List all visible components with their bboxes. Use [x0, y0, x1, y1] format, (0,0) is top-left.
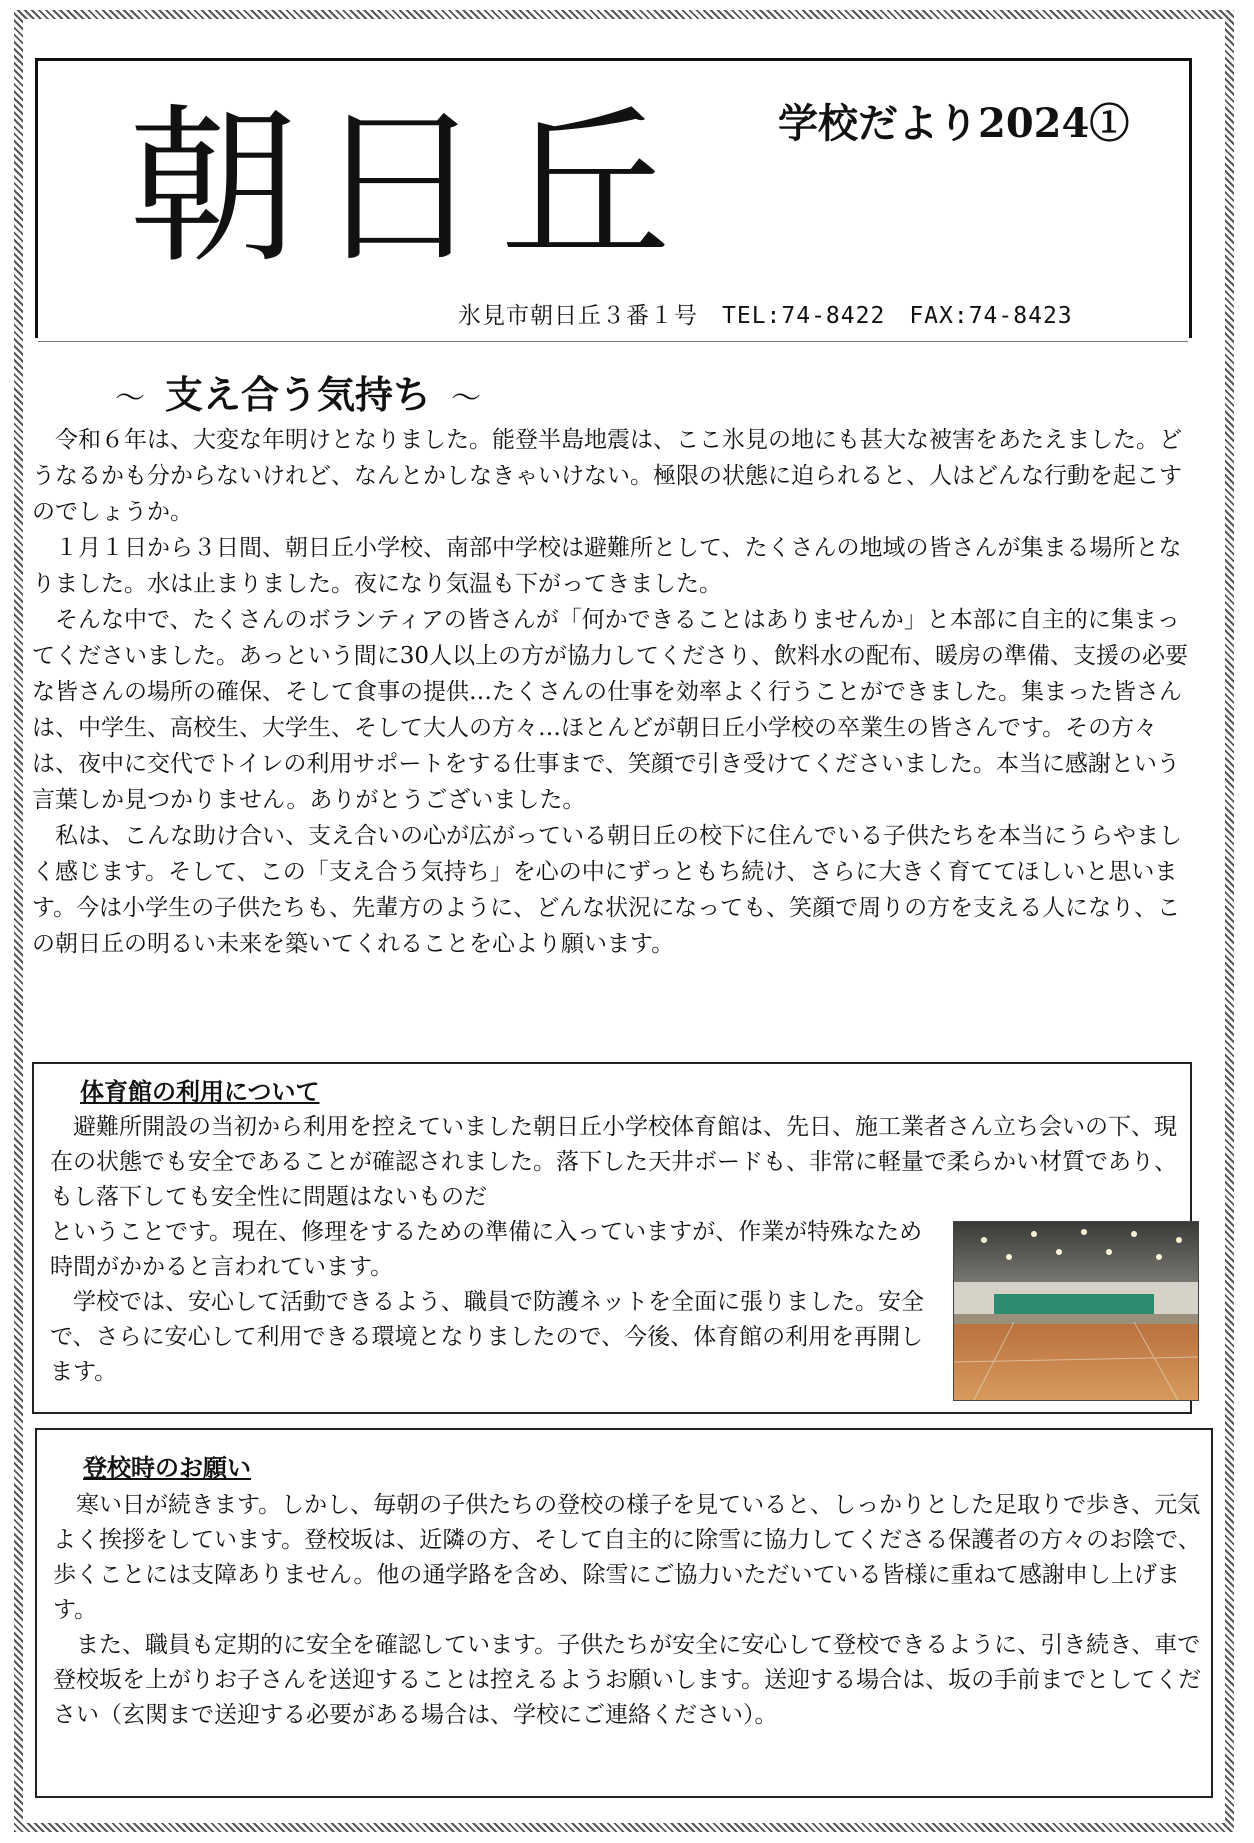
commute-paragraph: 寒い日が続きます。しかし、毎朝の子供たちの登校の様子を見ていると、しっかりとした足取りで歩き、元気よく挨拶をしています。登校坂は、近隣の方、そして自主的に除雪に協力してくださる保護者の方々のお陰で、歩くことには支障ありません。他の通学路を含め、除雪にご協力いただいている皆様に重ねて感謝申し上げます。 [53, 1492, 1201, 1623]
gym-paragraph: 避難所開設の当初から利用を控えていました朝日丘小学校体育館は、先日、施工業者さん立ち会いの下、現在の状態でも安全であることが確認されました。落下した天井ボードも、非常に軽量で柔らかい材質であり、もし落下しても安全性に問題はないものだ [50, 1114, 1177, 1210]
main-paragraph: 令和６年は、大変な年明けとなりました。能登半島地震は、ここ氷見の地にも甚大な被害をあたえました。どうなるかも分からないけれど、なんとかしなきゃいけない。極限の状態に迫られると、人はどんな行動を起こすのでしょうか。 [32, 427, 1182, 525]
main-paragraph: 私は、こんな助け合い、支え合いの心が広がっている朝日丘の校下に住んでいる子供たちを本当にうらやましく感じます。そして、この「支え合う気持ち」を心の中にずっともち続け、さらに大きく育ててほしいと思います。今は小学生の子供たちも、先輩方のように、どんな状況になっても、笑顔で周りの方を支える人になり、この朝日丘の明るい未来を築いてくれることを心より願います。 [32, 823, 1182, 957]
main-paragraph: そんな中で、たくさんのボランティアの皆さんが「何かできることはありませんか」と本部に自主的に集まってくださいました。あっという間に30人以上の方が協力してくださり、飲料水の配布、暖房の準備、支援の必要な皆さんの場所の確保、そして食事の提供…たくさんの仕事を効率よく行うことができました。集まった皆さんは、中学生、高校生、大学生、そして大人の方々…ほとんどが朝日丘小学校の卒業生の皆さんです。その方々は、夜中に交代でトイレの利用サポートをする仕事まで、笑顔で引き受けてくださいました。本当に感謝という言葉しか見つかりません。ありがとうございました。 [32, 607, 1189, 813]
gym-photo [953, 1221, 1199, 1401]
gym-notice-text [50, 1110, 1182, 1215]
school-commute-heading: 登校時のお願い [83, 1454, 251, 1482]
gym-paragraph: 学校では、安心して活動できるよう、職員で防護ネットを全面に張りました。安全で、さらに安心して利用できる環境となりましたので、今後、体育館の利用を再開します。 [50, 1289, 924, 1385]
school-address: 氷見市朝日丘３番１号 TEL:74-8422 FAX:74-8423 [458, 303, 1073, 329]
tilde-right: ～ [451, 381, 482, 416]
main-heading [95, 370, 501, 424]
main-heading-text: 支え合う気持ち [165, 373, 432, 417]
gym-paragraph: ということです。現在、修理をするための準備に入っていますが、作業が特殊なため時間がかかると言われています。 [50, 1219, 923, 1280]
main-article [32, 422, 1202, 962]
masthead-divider [38, 341, 1188, 342]
gym-notice-heading: 体育館の利用について [80, 1078, 320, 1106]
newsletter-title: 朝日丘 [128, 89, 687, 287]
tilde-left: ～ [115, 381, 145, 416]
gym-notice-box [32, 1062, 1192, 1414]
masthead [35, 58, 1192, 338]
main-paragraph: １月１日から３日間、朝日丘小学校、南部中学校は避難所として、たくさんの地域の皆さんが集まる場所となりました。水は止まりました。夜になり気温も下がってきました。 [32, 535, 1182, 597]
newsletter-subtitle: 学校だより2024① [778, 100, 1130, 147]
commute-paragraph: また、職員も定期的に安全を確認しています。子供たちが安全に安心して登校できるように、引き続き、車で登校坂を上がりお子さんを送迎することは控えるようお願いします。送迎する場合は、坂の手前までとしてください（玄関まで送迎する必要がある場合は、学校にご連絡ください）。 [53, 1632, 1202, 1728]
gym-notice-text-continued [50, 1215, 940, 1390]
school-commute-box [35, 1428, 1213, 1798]
school-commute-text [53, 1488, 1203, 1733]
